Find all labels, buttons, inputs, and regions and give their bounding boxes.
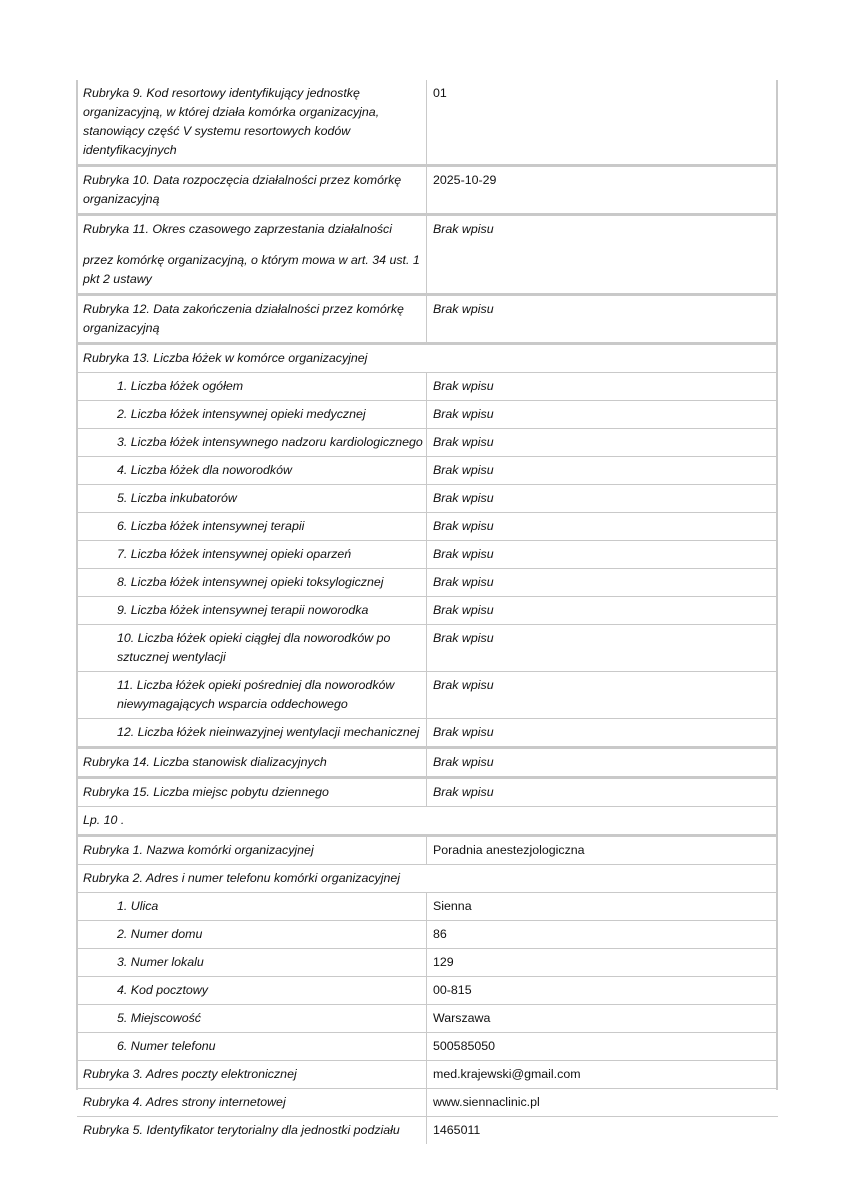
row-label: Rubryka 14. Liczba stanowisk dializacyjnych — [77, 749, 427, 776]
row-value: 129 — [433, 955, 454, 969]
table-row — [77, 457, 778, 485]
row-label: 2. Numer domu — [77, 921, 427, 948]
row-label-line: Rubryka 11. Okres czasowego zaprzestania działalności — [83, 222, 392, 236]
table-row — [77, 625, 778, 672]
row-label: 8. Liczba łóżek intensywnej opieki toksylogicznej — [77, 569, 427, 596]
row-label: 3. Liczba łóżek intensywnego nadzoru kardiologicznego — [77, 429, 427, 456]
table-row — [77, 949, 778, 977]
row-value: 01 — [433, 86, 447, 100]
row-value: Brak wpisu — [433, 725, 494, 739]
table-row — [77, 429, 778, 457]
table-row — [77, 216, 778, 296]
row-label: Rubryka 9. Kod resortowy identyfikujący jednostkę organizacyjną, w której działa komórka organizacyjna, stanowiący część V systemu resortowych kodów identyfikacyjnych — [77, 80, 427, 164]
row-value: Brak wpisu — [433, 379, 494, 393]
row-label: 9. Liczba łóżek intensywnej terapii noworodka — [77, 597, 427, 624]
table-row — [77, 977, 778, 1005]
table-row — [77, 373, 778, 401]
table-row — [77, 672, 778, 719]
table-row — [77, 1033, 778, 1061]
row-label: 3. Numer lokalu — [77, 949, 427, 976]
row-label: 1. Ulica — [77, 893, 427, 920]
row-label-line: przez komórkę organizacyjną, o którym mowa w art. 34 ust. 1 pkt 2 ustawy — [83, 253, 420, 286]
table-row — [77, 893, 778, 921]
row-value: 86 — [433, 927, 447, 941]
row-value: 500585050 — [433, 1039, 496, 1053]
row-label: 10. Liczba łóżek opieki ciągłej dla noworodków po sztucznej wentylacji — [77, 625, 427, 671]
table-row — [77, 1061, 778, 1089]
section-header-row — [77, 345, 778, 373]
table-row — [77, 513, 778, 541]
row-value: Brak wpisu — [433, 785, 494, 799]
table-row — [77, 485, 778, 513]
row-label: Rubryka 12. Data zakończenia działalności przez komórkę organizacyjną — [77, 296, 427, 342]
row-value: Brak wpisu — [433, 407, 494, 421]
row-label: 11. Liczba łóżek opieki pośredniej dla noworodków niewymagających wsparcia oddechowego — [77, 672, 427, 718]
table-row — [77, 719, 778, 749]
row-value: 2025-10-29 — [433, 173, 497, 187]
table-row — [77, 1005, 778, 1033]
row-value: www.siennaclinic.pl — [433, 1095, 540, 1109]
row-label: 5. Miejscowość — [77, 1005, 427, 1032]
row-label: 4. Liczba łóżek dla noworodków — [77, 457, 427, 484]
row-value: Brak wpisu — [433, 222, 494, 236]
lp-row — [77, 807, 778, 837]
beds-list — [77, 373, 778, 749]
row-value: Brak wpisu — [433, 678, 494, 692]
address-list — [77, 893, 778, 1061]
row-value: Brak wpisu — [433, 547, 494, 561]
row-value: Brak wpisu — [433, 302, 494, 316]
row-value: med.krajewski@gmail.com — [433, 1067, 581, 1081]
row-label: 6. Liczba łóżek intensywnej terapii — [77, 513, 427, 540]
row-label: 4. Kod pocztowy — [77, 977, 427, 1004]
table-row — [77, 80, 778, 167]
row-label: Rubryka 4. Adres strony internetowej — [77, 1089, 427, 1116]
table-row — [77, 1117, 778, 1144]
row-label: 2. Liczba łóżek intensywnej opieki medycznej — [77, 401, 427, 428]
table-row — [77, 1089, 778, 1117]
table-row — [77, 749, 778, 779]
row-label: 5. Liczba inkubatorów — [77, 485, 427, 512]
section-header: Rubryka 2. Adres i numer telefonu komórki organizacyjnej — [83, 871, 401, 885]
table-row — [77, 921, 778, 949]
row-label: Rubryka 15. Liczba miejsc pobytu dziennego — [77, 779, 427, 806]
row-value: Brak wpisu — [433, 435, 494, 449]
table-row — [77, 837, 778, 865]
row-label: Rubryka 5. Identyfikator terytorialny dla jednostki podziału — [77, 1117, 427, 1144]
row-value: Warszawa — [433, 1011, 491, 1025]
table-row — [77, 541, 778, 569]
table-row — [77, 296, 778, 345]
row-label: Rubryka 10. Data rozpoczęcia działalności przez komórkę organizacyjną — [77, 167, 427, 213]
row-value: Brak wpisu — [433, 491, 494, 505]
table-row — [77, 597, 778, 625]
table-row — [77, 401, 778, 429]
table-row — [77, 569, 778, 597]
section-header-row — [77, 865, 778, 893]
row-value: 00-815 — [433, 983, 472, 997]
row-value: Brak wpisu — [433, 519, 494, 533]
row-label: 1. Liczba łóżek ogółem — [77, 373, 427, 400]
section-header: Rubryka 13. Liczba łóżek w komórce organizacyjnej — [83, 351, 368, 365]
row-value: Brak wpisu — [433, 463, 494, 477]
row-value: Brak wpisu — [433, 631, 494, 645]
row-value: Poradnia anestezjologiczna — [433, 843, 585, 857]
row-value: Brak wpisu — [433, 575, 494, 589]
register-table — [77, 80, 778, 1144]
row-value: Brak wpisu — [433, 755, 494, 769]
row-value: Sienna — [433, 899, 472, 913]
lp-label: Lp. 10 . — [83, 813, 125, 827]
row-label: Rubryka 3. Adres poczty elektronicznej — [77, 1061, 427, 1088]
row-value: Brak wpisu — [433, 603, 494, 617]
row-value: 1465011 — [433, 1123, 481, 1137]
row-label: 6. Numer telefonu — [77, 1033, 427, 1060]
row-label: 12. Liczba łóżek nieinwazyjnej wentylacji mechanicznej — [77, 719, 427, 746]
row-label — [77, 216, 427, 293]
table-row — [77, 167, 778, 216]
row-label: Rubryka 1. Nazwa komórki organizacyjnej — [77, 837, 427, 864]
table-row — [77, 779, 778, 807]
row-label: 7. Liczba łóżek intensywnej opieki oparzeń — [77, 541, 427, 568]
